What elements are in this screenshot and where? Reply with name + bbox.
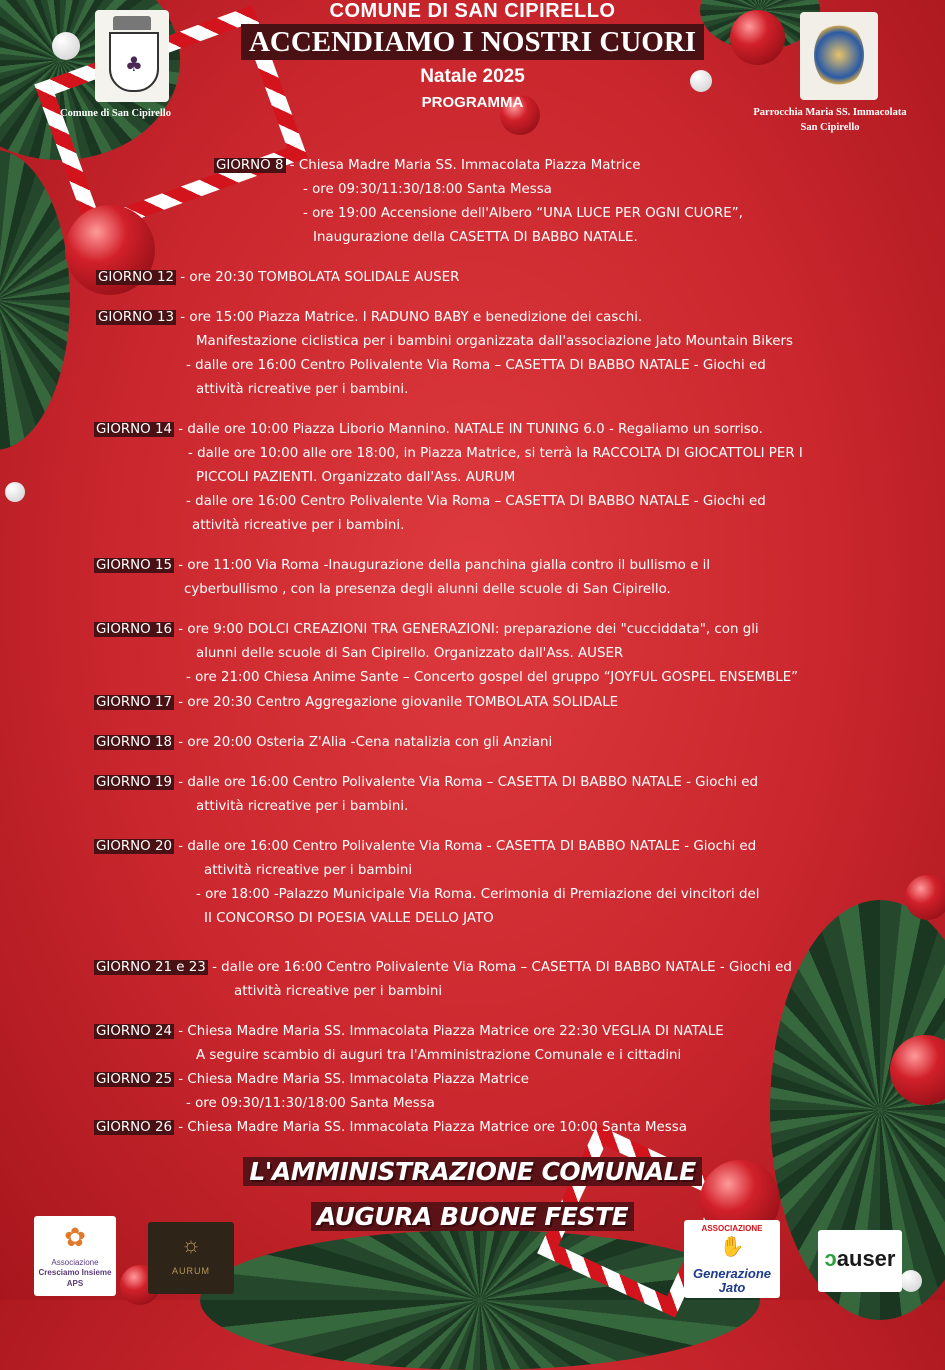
parish-label-name: Parrocchia Maria SS. Immacolata — [753, 107, 907, 118]
people-icon: ✿ — [64, 1222, 86, 1252]
event-text: - Chiesa Madre Maria SS. Immacolata Piazza Matrice — [178, 1072, 530, 1087]
generazione-jato-logo — [684, 1220, 780, 1298]
program-line — [94, 695, 618, 711]
programma-heading: PROGRAMMA — [421, 94, 524, 111]
grapes-icon: ♣ — [125, 52, 143, 76]
program-line: - ore 18:00 -Palazzo Municipale Via Roma. Cerimonia di Premiazione dei vincitori del — [196, 887, 760, 902]
program-line: - ore 19:00 Accensione dell'Albero “UNA LUCE PER OGNI CUORE”, — [303, 206, 743, 221]
event-text: - ore 9:00 DOLCI CREAZIONI TRA GENERAZIONI: preparazione dei "cucciddata", con gli — [178, 622, 759, 637]
program-line — [94, 422, 763, 438]
auser-text: auser — [836, 1246, 896, 1271]
pine-branch-left — [0, 150, 70, 450]
program-line: - ore 09:30/11:30/18:00 Santa Messa — [186, 1096, 435, 1111]
generazione-label-3: Jato — [718, 1280, 746, 1295]
wreath-icon: ☼ — [180, 1232, 202, 1257]
program-line: - ore 21:00 Chiesa Anime Sante – Concerto gospel del gruppo “JOYFUL GOSPEL ENSEMBLE” — [186, 670, 799, 685]
program-line: PICCOLI PAZIENTI. Organizzato dall'Ass. AURUM — [196, 470, 516, 485]
comune-title: COMUNE DI SAN CIPIRELLO — [329, 0, 616, 22]
greeting-line-2 — [0, 1202, 945, 1231]
event-text: - ore 15:00 Piazza Matrice. I RADUNO BABY e benedizione dei caschi. — [180, 310, 643, 325]
white-ornament — [5, 482, 25, 502]
event-text: - Chiesa Madre Maria SS. Immacolata Piazza Matrice — [289, 158, 641, 173]
program-line — [96, 310, 642, 326]
program-line — [94, 1120, 687, 1136]
day-label: GIORNO 14 — [96, 422, 173, 437]
aurum-logo — [148, 1222, 234, 1294]
poster-subtitle: Natale 2025 — [420, 66, 525, 87]
cresciamo-label-3: APS — [66, 1279, 84, 1288]
program-line: - dalle ore 10:00 alle ore 18:00, in Piazza Matrice, si terrà la RACCOLTA DI GIOCATTOLI PER I — [188, 446, 803, 461]
program-line: - ore 09:30/11:30/18:00 Santa Messa — [303, 182, 552, 197]
event-text: - dalle ore 16:00 Centro Polivalente Via Roma – CASETTA DI BABBO NATALE - Giochi ed — [178, 775, 759, 790]
day-label: GIORNO 26 — [96, 1120, 173, 1135]
program-line: Inaugurazione della CASETTA DI BABBO NATALE. — [313, 230, 638, 245]
day-label: GIORNO 21 e 23 — [96, 960, 206, 975]
program-line: - dalle ore 16:00 Centro Polivalente Via Roma – CASETTA DI BABBO NATALE - Giochi ed — [186, 494, 766, 509]
cresciamo-label-1: Associazione — [51, 1258, 99, 1267]
day-label: GIORNO 17 — [96, 695, 173, 710]
event-text: - Chiesa Madre Maria SS. Immacolata Piazza Matrice ore 22:30 VEGLIA DI NATALE — [178, 1024, 724, 1039]
program-line — [94, 735, 552, 751]
parish-label-town: San Cipirello — [800, 122, 860, 133]
event-text: - dalle ore 10:00 Piazza Liborio Mannino. NATALE IN TUNING 6.0 - Regaliamo un sorriso. — [178, 422, 763, 437]
poster-header — [0, 0, 945, 111]
greeting-text-1: L'AMMINISTRAZIONE COMUNALE — [243, 1157, 701, 1186]
program-line — [94, 558, 710, 574]
day-label: GIORNO 15 — [96, 558, 173, 573]
comune-logo-label: Comune di San Cipirello — [60, 108, 171, 119]
program-line: cyberbullismo , con la presenza degli alunni delle scuole di San Cipirello. — [184, 582, 671, 597]
greeting-text-2: AUGURA BUONE FESTE — [311, 1202, 634, 1231]
program-line: alunni delle scuole di San Cipirello. Organizzato dall'Ass. AUSER — [196, 646, 624, 661]
event-text: - ore 20:00 Osteria Z'Alia -Cena natalizia con gli Anziani — [178, 735, 553, 750]
program-line: attività ricreative per i bambini — [234, 984, 443, 999]
event-text: - dalle ore 16:00 Centro Polivalente Via Roma – CASETTA DI BABBO NATALE - Giochi ed — [212, 960, 792, 975]
event-text: - ore 20:30 TOMBOLATA SOLIDALE AUSER — [180, 270, 460, 285]
poster-title: ACCENDIAMO I NOSTRI CUORI — [241, 24, 704, 60]
event-text: - Chiesa Madre Maria SS. Immacolata Piazza Matrice ore 10:00 Santa Messa — [178, 1120, 687, 1135]
program-line — [94, 960, 792, 976]
auser-logo — [818, 1230, 902, 1292]
day-label: GIORNO 18 — [96, 735, 173, 750]
day-label: GIORNO 13 — [98, 310, 175, 325]
auser-swoosh-icon: ↄ — [824, 1246, 837, 1271]
day-label: GIORNO 25 — [96, 1072, 173, 1087]
auser-label — [818, 1246, 902, 1272]
day-label: GIORNO 20 — [96, 839, 173, 854]
cresciamo-insieme-logo — [34, 1216, 116, 1296]
program-line — [94, 1024, 724, 1040]
program-line — [94, 839, 756, 855]
white-ornament — [900, 1270, 922, 1292]
program-line: attività ricreative per i bambini. — [196, 382, 409, 397]
program-line: attività ricreative per i bambini. — [196, 799, 409, 814]
program-line — [214, 158, 641, 174]
program-line: A seguire scambio di auguri tra l'Amministrazione Comunale e i cittadini — [196, 1048, 682, 1063]
program-line: - dalle ore 16:00 Centro Polivalente Via Roma – CASETTA DI BABBO NATALE - Giochi ed — [186, 358, 766, 373]
program-line: Manifestazione ciclistica per i bambini organizzata dall'associazione Jato Mountain Bikers — [196, 334, 793, 349]
day-label: GIORNO 19 — [96, 775, 173, 790]
program-line — [96, 270, 459, 286]
day-label: GIORNO 24 — [96, 1024, 173, 1039]
day-label: GIORNO 12 — [98, 270, 175, 285]
program-line: II CONCORSO DI POESIA VALLE DELLO JATO — [204, 911, 494, 926]
event-text: - ore 20:30 Centro Aggregazione giovanile TOMBOLATA SOLIDALE — [178, 695, 619, 710]
day-label: GIORNO 8 — [216, 158, 284, 173]
hand-icon: ✋ — [719, 1236, 745, 1258]
day-label: GIORNO 16 — [96, 622, 173, 637]
generazione-label-1: ASSOCIAZIONE — [701, 1224, 763, 1233]
program-line — [94, 775, 758, 791]
cresciamo-label-2: Cresciamo Insieme — [38, 1268, 112, 1277]
program-line: attività ricreative per i bambini. — [192, 518, 405, 533]
aurum-label: AURUM — [172, 1266, 210, 1276]
generazione-label-2: Generazione — [692, 1266, 772, 1281]
event-text: - dalle ore 16:00 Centro Polivalente Via Roma - CASETTA DI BABBO NATALE - Giochi ed — [178, 839, 757, 854]
greeting-line-1 — [0, 1157, 945, 1186]
event-text: - ore 11:00 Via Roma -Inaugurazione della panchina gialla contro il bullismo e il — [178, 558, 711, 573]
program-line — [94, 622, 759, 638]
ornament-ball — [905, 875, 945, 920]
program-line: attività ricreative per i bambini — [204, 863, 413, 878]
program-line — [94, 1072, 529, 1088]
